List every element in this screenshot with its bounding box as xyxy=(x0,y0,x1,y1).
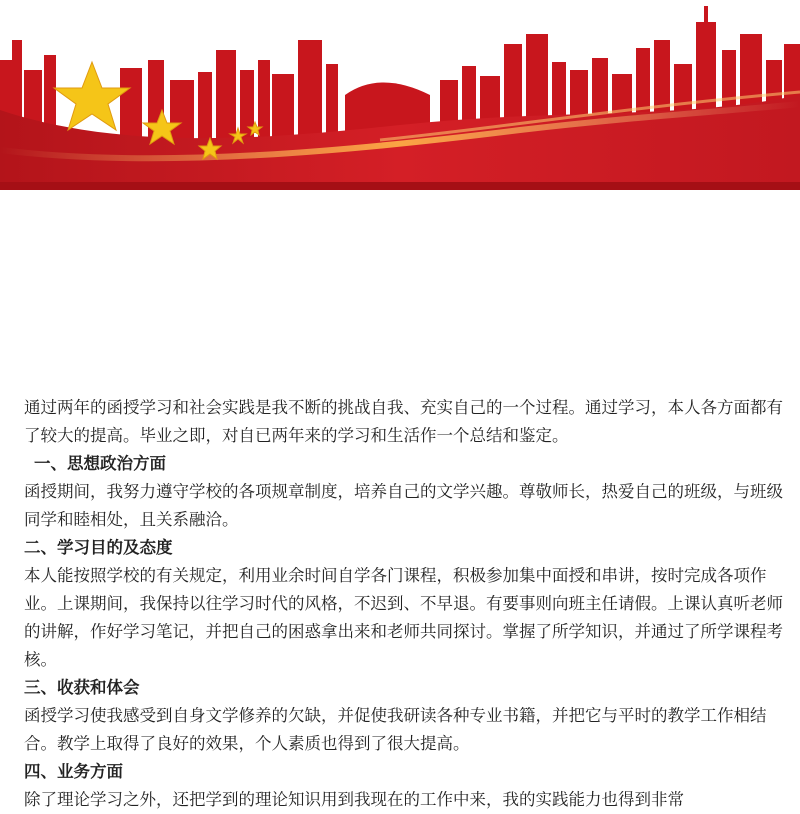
section-heading: 一、思想政治方面 xyxy=(34,454,166,473)
body-paragraph: 函授期间，我努力遵守学校的各项规章制度，培养自己的文学兴趣。尊敬师长，热爱自己的班级，与班级同学和睦相处，且关系融洽。 xyxy=(24,482,783,529)
large-star-icon xyxy=(54,62,130,130)
intro-paragraph: 通过两年的函授学习和社会实践是我不断的挑战自我、充实自己的一个过程。通过学习，本人各方面都有了较大的提高。毕业之即，对自已两年来的学习和生活作一个总结和鉴定。 xyxy=(24,398,783,445)
body-paragraph: 本人能按照学校的有关规定，利用业余时间自学各门课程，积极参加集中面授和串讲，按时完成各项作业。上课期间，我保持以往学习时代的风格，不迟到、不早退。有要事则向班主任请假。上课认真听老师的讲解，作好学习笔记，并把自己的困惑拿出来和老师共同探讨。掌握了所学知识，并通过了所学课程考核。 xyxy=(24,566,783,669)
body-paragraph: 除了理论学习之外，还把学到的理论知识用到我现在的工作中来，我的实践能力也得到非常 xyxy=(24,790,684,809)
section-heading: 三、收获和体会 xyxy=(24,678,140,697)
document-body xyxy=(24,394,784,814)
body-paragraph: 函授学习使我感受到自身文学修养的欠缺，并促使我研读各种专业书籍，并把它与平时的教学工作相结合。教学上取得了良好的效果，个人素质也得到了很大提高。 xyxy=(24,706,767,753)
header-banner xyxy=(0,0,800,190)
section-heading: 二、学习目的及态度 xyxy=(24,538,173,557)
section-heading: 四、业务方面 xyxy=(24,762,123,781)
